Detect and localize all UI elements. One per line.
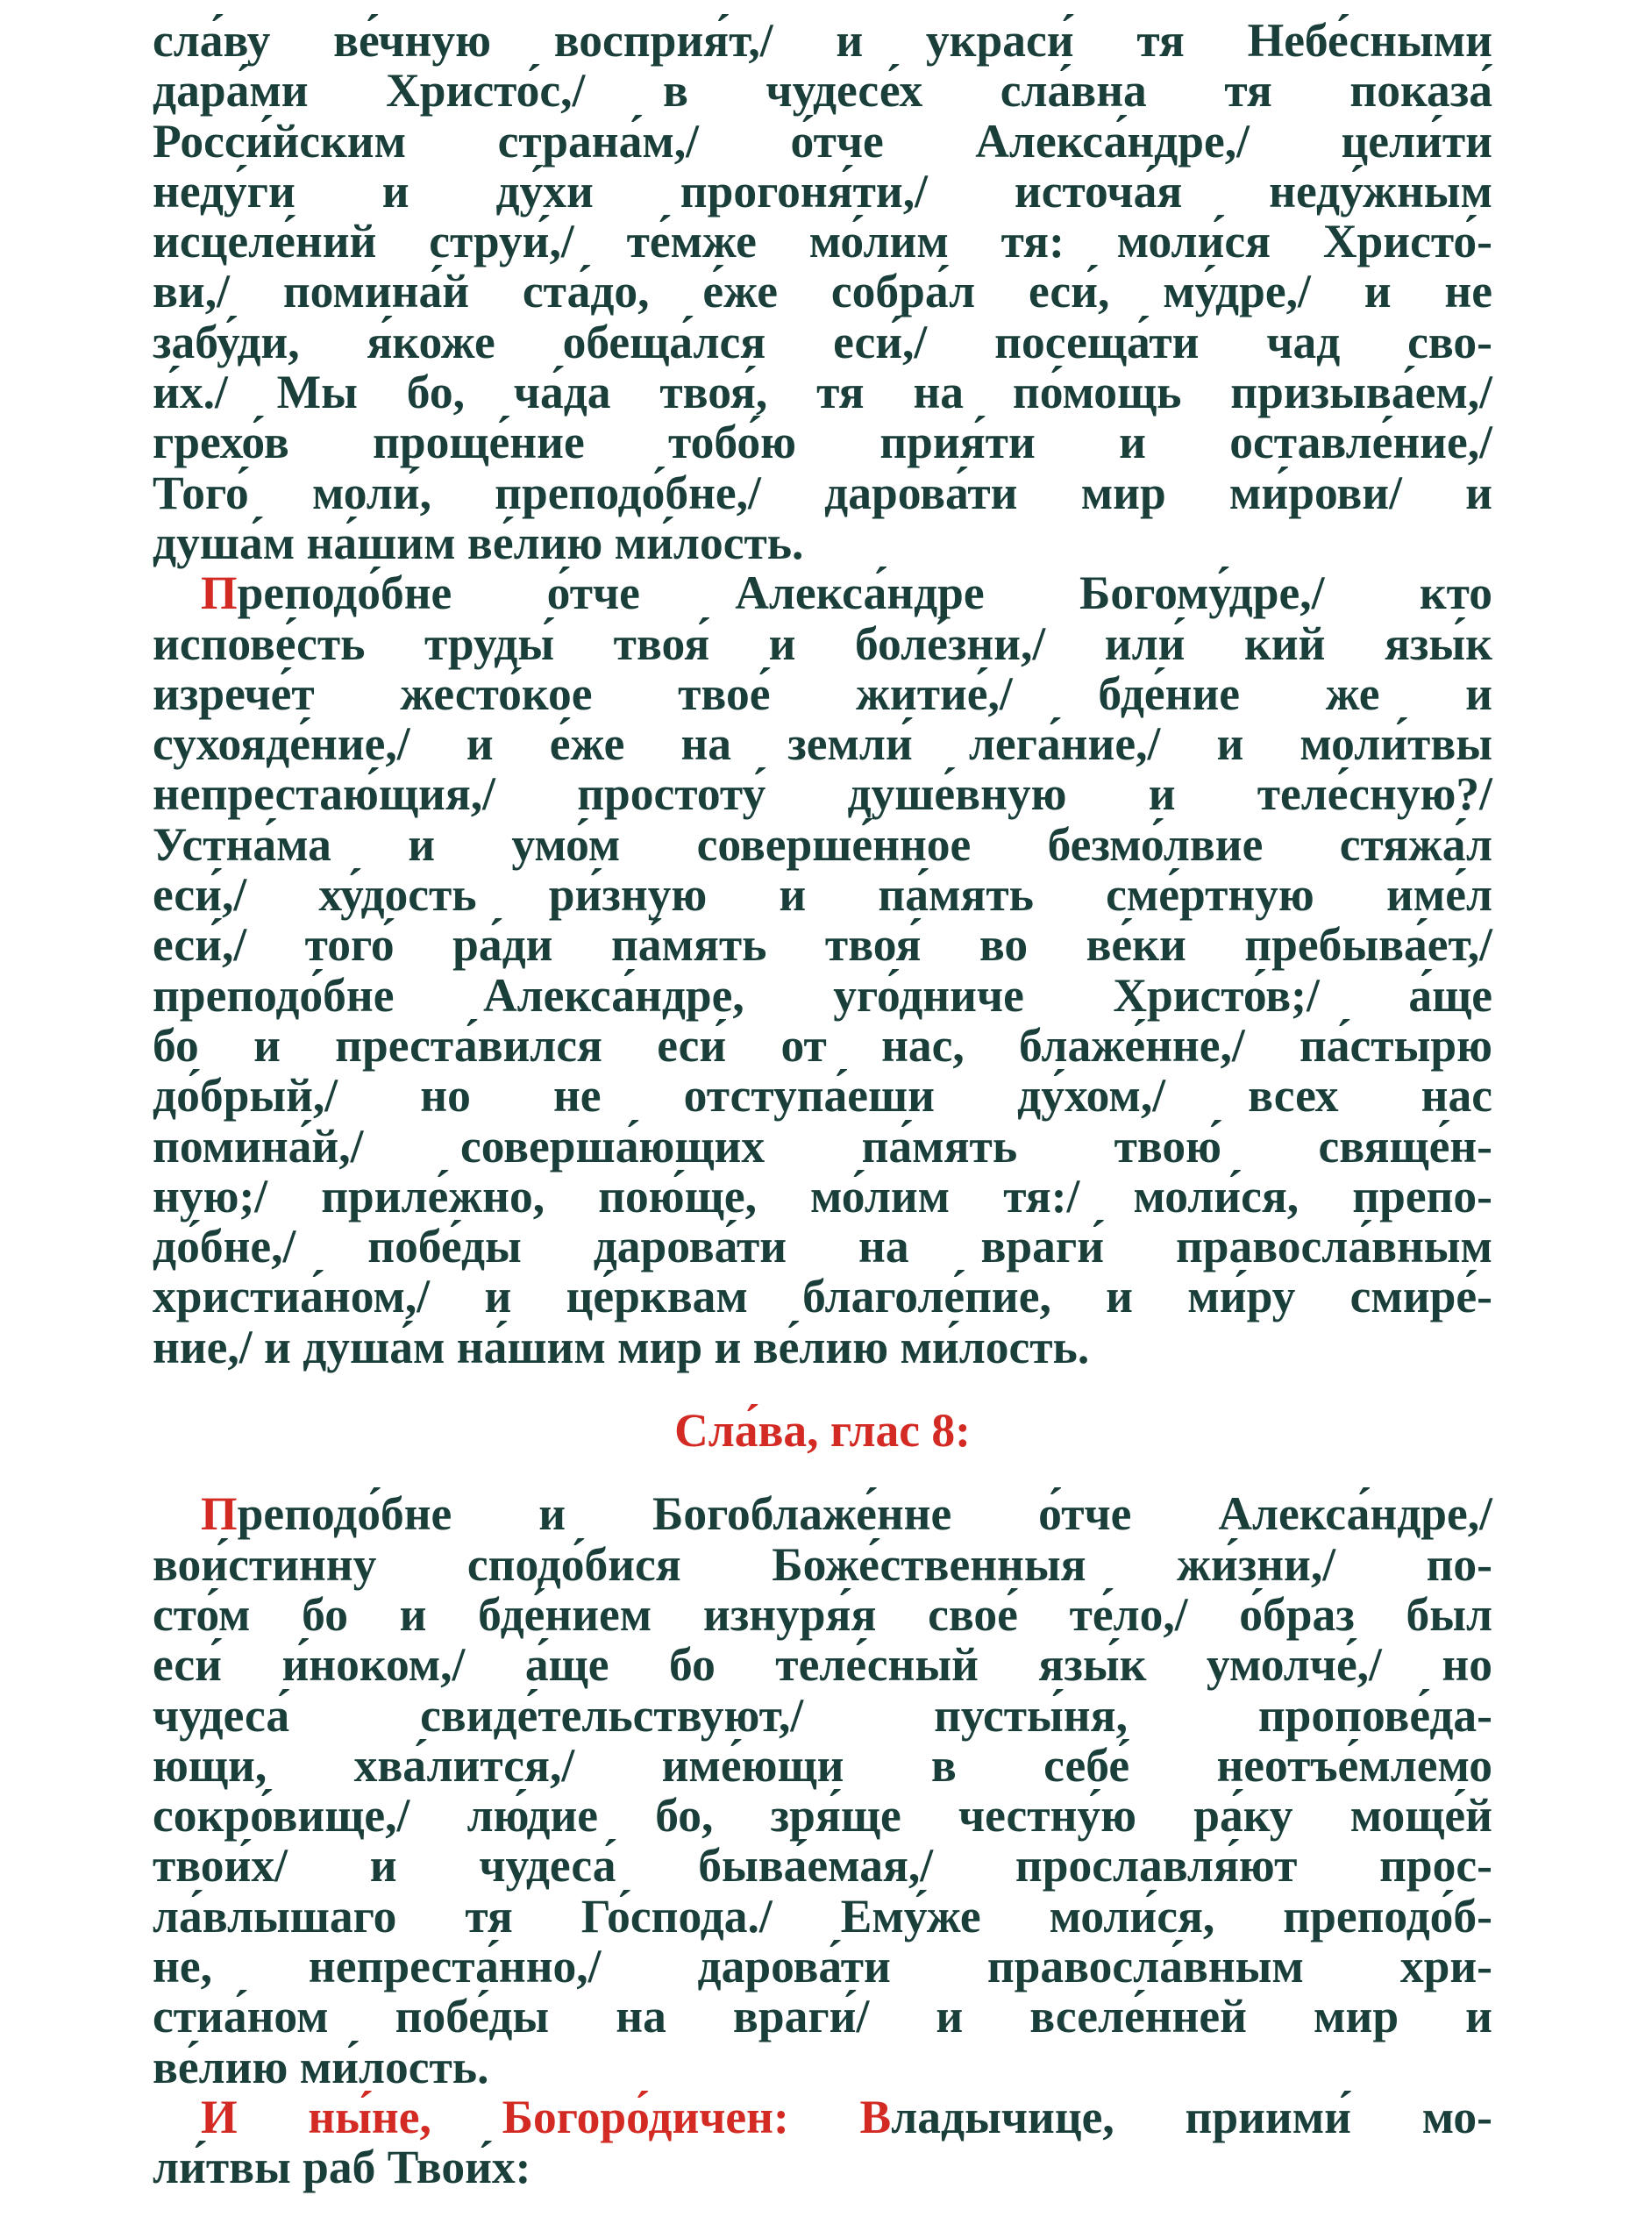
text-line: непрестаю́щия,/ простоту́ душе́вную и теле́сную?/ — [153, 767, 1492, 821]
text-line: Того́ моли́, преподо́бне,/ дарова́ти мир ми́рови/ и — [153, 466, 1492, 519]
text-line: ную;/ приле́жно, пою́ще, мо́лим тя:/ моли́ся, препо- — [153, 1169, 1492, 1222]
paragraph-1 — [153, 16, 1492, 568]
text-fragment: реподо́бне о́тче Алекса́ндре Богому́дре,/ кто — [237, 567, 1492, 620]
text-line: не, непреста́нно,/ дарова́ти правосла́вным хри- — [153, 1939, 1492, 1992]
text-line-first — [153, 2092, 1492, 2142]
text-line: дара́ми Христо́с,/ в чудесе́х сла́вна тя показа́ — [153, 64, 1492, 118]
text-line: сла́ву ве́чную восприя́т,/ и украси́ тя Небе́сными — [153, 14, 1492, 67]
text-line: и́х./ Мы бо, ча́да твоя́, тя на по́мощь призыва́ем,/ — [153, 366, 1492, 419]
paragraph-4 — [153, 2092, 1492, 2193]
text-line-first — [153, 568, 1492, 618]
text-line: грехо́в проще́ние тобо́ю прия́ти и оставле́ние,/ — [153, 416, 1492, 469]
text-line: преподо́бне Алекса́ндре, уго́дниче Христо́в;/ а́ще — [153, 968, 1492, 1022]
initial-letter: В — [859, 2090, 892, 2143]
initial-letter: П — [201, 567, 238, 620]
paragraph-3 — [153, 1489, 1492, 2092]
initial-letter: П — [201, 1487, 238, 1541]
text-line: Устна́ма и умо́м соверше́нное безмо́лвие стяжа́л — [153, 817, 1492, 871]
section-heading: Сла́ва, глас 8: — [674, 1404, 971, 1458]
text-line: ве́лию ми́лость. — [153, 2040, 489, 2093]
text-line: сухояде́ние,/ и е́же на земли́ лега́ние,/ и моли́твы — [153, 717, 1492, 771]
text-line: еси́,/ того́ ра́ди па́мять твоя́ во ве́ки пребыва́ет,/ — [153, 918, 1492, 972]
text-line: сокро́вище,/ лю́дие бо, зря́ще честну́ю ра́ку моще́й — [153, 1789, 1492, 1843]
text-line: ви,/ помина́й ста́до, е́же собра́л еси́, му́дре,/ и не — [153, 265, 1492, 318]
text-line: помина́й,/ соверша́ющих па́мять твою́ свяще́н- — [153, 1119, 1492, 1173]
text-line: забу́ди, я́коже обеща́лся еси́,/ посеща́ти чад сво- — [153, 315, 1492, 368]
text-line: сто́м бо и бде́нием изнуря́я свое́ те́ло,/ о́браз был — [153, 1587, 1492, 1641]
text-line: душа́м на́шим ве́лию ми́лость. — [153, 516, 804, 569]
text-fragment: реподо́бне и Богоблаже́нне о́тче Алекса́ндре,/ — [237, 1487, 1492, 1541]
text-line: вои́стинну сподо́бися Боже́ственныя жи́зни,/ по- — [153, 1537, 1492, 1591]
text-line: еси́,/ ху́дость ри́зную и па́мять сме́ртную име́л — [153, 868, 1492, 922]
text-line: бо и преста́вился еси́ от нас, блаже́нне,/ па́стырю — [153, 1018, 1492, 1072]
text-line: ли́твы раб Твои́х: — [153, 2141, 531, 2194]
text-line: ющи, хва́лится,/ име́ющи в себе́ неотъе́млемо — [153, 1738, 1492, 1792]
text-line: до́бне,/ побе́ды дарова́ти на враги́ правосла́вным — [153, 1220, 1492, 1273]
text-fragment: ладычице, приими́ мо- — [891, 2090, 1493, 2143]
paragraph-2 — [153, 568, 1492, 1372]
text-line: изрече́т жесто́кое твое́ житие́,/ бде́ние же и — [153, 666, 1492, 720]
text-line-first — [153, 1489, 1492, 1539]
text-line: до́брый,/ но не отступа́еши ду́хом,/ всех нас — [153, 1069, 1492, 1123]
text-line: неду́ги и ду́хи прогоня́ти,/ источа́я неду́жным — [153, 164, 1492, 217]
page-text — [153, 16, 1492, 2192]
text-line: твои́х/ и чудеса́ быва́емая,/ прославля́ют прос- — [153, 1839, 1492, 1892]
text-line: стиа́ном побе́ды на враги́/ и вселе́нней мир и — [153, 1990, 1492, 2043]
text-line: испове́сть труды́ твоя́ и боле́зни,/ или́ кий язы́к — [153, 617, 1492, 670]
text-line: чудеса́ свиде́тельствуют,/ пусты́ня, пропове́да- — [153, 1688, 1492, 1742]
text-line: ла́влышаго тя Го́спода./ Ему́же моли́ся, преподо́б- — [153, 1889, 1492, 1942]
text-line: христиа́ном,/ и це́рквам благоле́пие, и ми́ру смире́- — [153, 1270, 1492, 1323]
text-line: Росси́йским страна́м,/ о́тче Алекса́ндре,/ цели́ти — [153, 114, 1492, 168]
text-line: исцеле́ний струи́,/ те́мже мо́лим тя: моли́ся Христо́- — [153, 215, 1492, 268]
text-line: еси́ и́ноком,/ а́ще бо теле́сный язы́к умолче́,/ но — [153, 1638, 1492, 1692]
text-line: ние,/ и душа́м на́шим мир и ве́лию ми́лость. — [153, 1320, 1090, 1373]
rubric-label: И ны́не, Богоро́дичен: — [201, 2090, 860, 2143]
